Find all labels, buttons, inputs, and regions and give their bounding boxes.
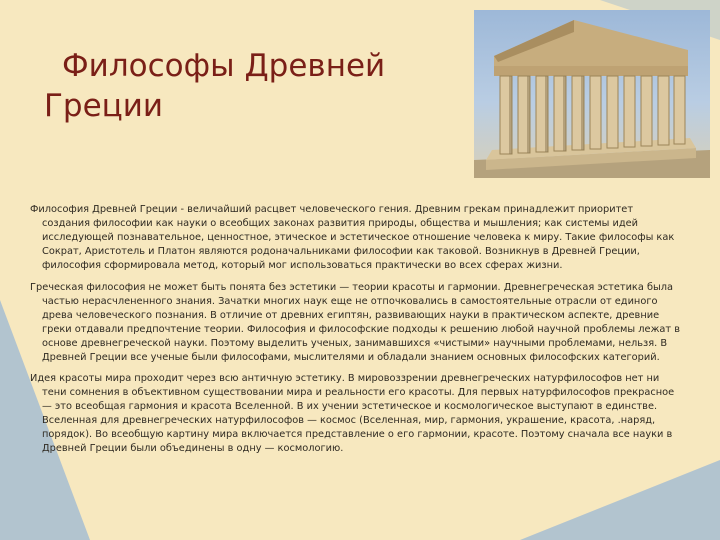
body-text bbox=[30, 203, 680, 464]
slide-title: Философы Древней Греции bbox=[44, 48, 386, 124]
paragraph-1: Философия Древней Греции - величайший расцвет человеческого гения. Древним грекам принадлежит приоритет создания философии как науки о всеобщих законах развития природы, общества и мышления; как системы идей исследующей познавательное, ценностное, этическое и эстетическое отношение человека к миру. Такие философы как Сократ, Аристотель и Платон являются родоначальниками философии как таковой. Возникнув в Древней Греции, философия сформировала метод, который мог использоваться практически во всех сферах жизни. bbox=[30, 204, 675, 271]
paragraph-3: Идея красоты мира проходит через всю античную эстетику. В мировоззрении древнегреческих натурфилософов нет ни тени сомнения в объективном существовании мира и реальности его красоты. Для первых натурфилософов прекрасное — это всеобщая гармония и красота Вселенной. В их учении эстетическое и космологическое выступают в единстве. Вселенная для древнегреческих натурфилософов — космос (Вселенная, мир, гармония, украшение, красота, .наряд, порядок). Во всеобщую картину мира включается представление о его гармонии, красоте. Поэтому сначала все науки в Древней Греции были объединены в одну — космологию. bbox=[30, 373, 675, 454]
bottom-right-wedge bbox=[520, 460, 720, 540]
parthenon-illustration bbox=[474, 10, 710, 178]
parthenon-photo bbox=[474, 10, 710, 178]
paragraph-2: Греческая философия не может быть понята без эстетики — теории красоты и гармонии. Древнегреческая эстетика была частью нерасчлененного знания. Зачатки многих наук еще не отпочковались в самостоятельные отрасли от единого древа человеческого познания. В отличие от древних египтян, развивающих науки в практическом аспекте, древние греки отдавали предпочтение теории. Философия и философские подходы к решению любой научной проблемы лежат в основе древнегреческой науки. Поэтому выделить ученых, занимавшихся «чистыми» научными проблемами, нельзя. В Древней Греции все ученые были философами, мыслителями и обладали знанием основных философских категорий. bbox=[30, 281, 680, 363]
